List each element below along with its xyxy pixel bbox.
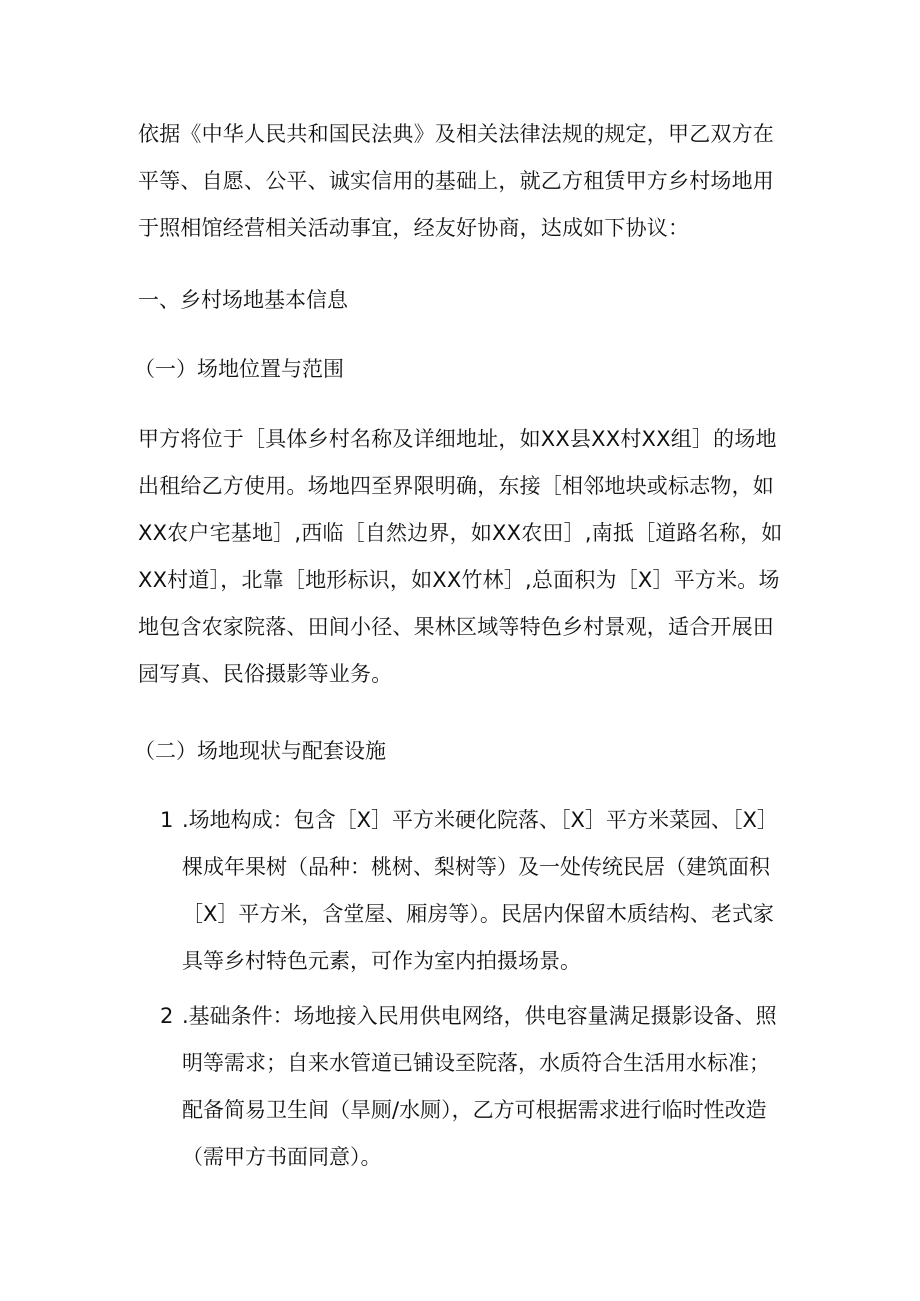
- section-1-heading: 一、乡村场地基本信息: [138, 288, 348, 312]
- intro-paragraph: 依据《中华人民共和国民法典》及相关法律法规的规定，甲乙双方在平等、自愿、公平、诚实信用的基础上，就乙方租赁甲方乡村场地用于照相馆经营相关活动事宜，经友好协商，达成如下协议：: [138, 122, 774, 240]
- list-item-text: .场地构成：包含［X］平方米硬化院落、［X］平方米菜园、［X］棵成年果树（品种：桃树、梨树等）及一处传统民居（建筑面积［X］平方米，含堂屋、厢房等）。民居内保留木质结构、老式家具等乡村特色元素，可作为室内拍摄场景。: [182, 808, 778, 973]
- list-number: 2: [160, 1004, 174, 1028]
- list-item-text: .基础条件：场地接入民用供电网络，供电容量满足摄影设备、照明等需求；自来水管道已铺设至院落，水质符合生活用水标准；配备简易卫生间（旱厕/水厕），乙方可根据需求进行临时性改造（需甲方书面同意）。: [182, 1004, 777, 1169]
- subsection-1-body: 甲方将位于［具体乡村名称及详细地址，如XX县XX村XX组］的场地出租给乙方使用。场地四至界限明确，东接［相邻地块或标志物，如XX农户宅基地］,西临［自然边界，如XX农田］,南抵［道路名称，如XX村道］，北靠［地形标识，如XX竹林］,总面积为［X］平方米。场地包含农家院落、田间小径、果林区域等特色乡村景观，适合开展田园写真、民俗摄影等业务。: [138, 427, 783, 686]
- subsection-2-heading: （二）场地现状与配套设施: [134, 739, 386, 763]
- subsection-1-heading: （一）场地位置与范围: [134, 357, 344, 381]
- list-number: 1: [160, 808, 174, 832]
- list-item-1: [160, 797, 786, 985]
- list-item-2: [160, 993, 786, 1181]
